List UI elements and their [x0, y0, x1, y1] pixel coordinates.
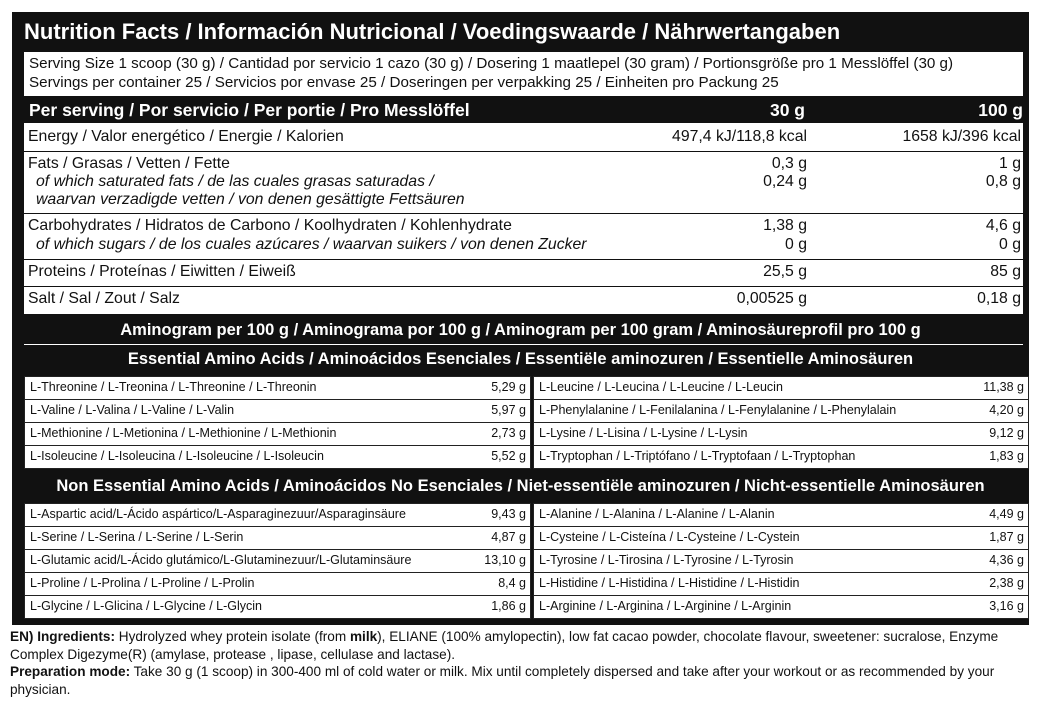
non-essential-amino-header: Non Essential Amino Acids / Aminoácidos No Esenciales / Niet-essentiële aminozuren / Nicht-essentielle Aminosäuren — [56, 477, 985, 495]
amino-value: 9,43 g — [491, 507, 526, 521]
salt-100g: 0,18 g — [977, 290, 1021, 307]
amino-name: L-Glycine / L-Glicina / L-Glycine / L-Glycin — [30, 599, 263, 613]
amino-cell — [533, 445, 1029, 469]
amino-value: 4,36 g — [989, 553, 1024, 567]
per-serving-col-100g: 100 g — [978, 100, 1023, 120]
amino-cell — [533, 526, 1029, 550]
energy-30g: 497,4 kJ/118,8 kcal — [672, 128, 807, 145]
saturated-label-line2: waarvan verzadigde vetten / von denen gesättigte Fettsäuren — [36, 191, 465, 208]
amino-cell — [533, 376, 1029, 400]
fats-100g: 1 g — [999, 155, 1021, 172]
amino-value: 1,87 g — [989, 530, 1024, 544]
fats-30g: 0,3 g — [771, 155, 807, 172]
amino-name: L-Aspartic acid/L-Ácido aspártico/L-Asparaginezuur/Asparaginsäure — [30, 507, 406, 521]
sugars-label: of which sugars / de los cuales azúcares / waarvan suikers / von denen Zucker — [36, 236, 587, 253]
amino-name: L-Tryptophan / L-Triptófano / L-Tryptofaan / L-Tryptophan — [539, 449, 856, 463]
proteins-30g: 25,5 g — [763, 263, 807, 280]
non-essential-amino-grid — [24, 503, 1029, 619]
amino-value: 8,4 g — [498, 576, 526, 590]
carbs-100g: 4,6 g — [985, 217, 1021, 234]
amino-cell — [24, 399, 531, 423]
amino-value: 5,97 g — [491, 403, 526, 417]
energy-100g: 1658 kJ/396 kcal — [902, 128, 1021, 145]
salt-label: Salt / Sal / Zout / Salz — [28, 290, 180, 307]
amino-cell — [533, 399, 1029, 423]
salt-30g: 0,00525 g — [736, 290, 807, 307]
amino-cell — [533, 595, 1029, 619]
saturated-100g: 0,8 g — [985, 173, 1021, 190]
proteins-label: Proteins / Proteínas / Eiwitten / Eiweiß — [28, 263, 296, 280]
per-serving-label: Per serving / Por servicio / Per portie / Pro Messlöffel — [29, 100, 470, 120]
sugars-30g: 0 g — [785, 236, 807, 253]
amino-value: 5,29 g — [491, 380, 526, 394]
ingredients-text-before: Hydrolyzed whey protein isolate (from — [114, 629, 350, 644]
preparation-paragraph — [10, 663, 1035, 698]
amino-value: 1,83 g — [989, 449, 1024, 463]
amino-name: L-Glutamic acid/L-Ácido glutámico/L-Glutaminezuur/L-Glutaminsäure — [30, 553, 412, 567]
sugars-100g: 0 g — [999, 236, 1021, 253]
preparation-label: Preparation mode: — [10, 664, 131, 679]
ingredients-text-after: ), ELIANE (100% amylopectin), low fat cacao powder, chocolate flavour, sweetener: sucralose, Enzyme Complex Digezyme(R) (amylase, protease , lipase, cellulase and lactase). — [10, 629, 999, 662]
product-notes — [10, 628, 1035, 698]
amino-name: L-Valine / L-Valina / L-Valine / L-Valin — [30, 403, 235, 417]
amino-name: L-Alanine / L-Alanina / L-Alanine / L-Alanin — [539, 507, 775, 521]
amino-name: L-Serine / L-Serina / L-Serine / L-Serin — [30, 530, 244, 544]
divider — [24, 259, 1023, 260]
amino-name: L-Isoleucine / L-Isoleucina / L-Isoleucine / L-Isoleucin — [30, 449, 324, 463]
amino-name: L-Tyrosine / L-Tirosina / L-Tyrosine / L-Tyrosin — [539, 553, 794, 567]
amino-cell — [24, 549, 531, 573]
amino-name: L-Lysine / L-Lisina / L-Lysine / L-Lysin — [539, 426, 748, 440]
amino-cell — [533, 422, 1029, 446]
serving-info-box — [24, 52, 1023, 96]
amino-name: L-Phenylalanine / L-Fenilalanina / L-Fenylalanine / L-Phenylalain — [539, 403, 897, 417]
serving-size: Serving Size 1 scoop (30 g) / Cantidad por servicio 1 cazo (30 g) / Dosering 1 maatlepel (30 gram) / Portionsgröße pro 1 Messlöffel (30 g) — [29, 55, 954, 72]
amino-value: 2,73 g — [491, 426, 526, 440]
amino-value: 3,16 g — [989, 599, 1024, 613]
amino-value: 9,12 g — [989, 426, 1024, 440]
amino-value: 2,38 g — [989, 576, 1024, 590]
amino-cell — [533, 572, 1029, 596]
amino-cell — [24, 572, 531, 596]
servings-per-container: Servings per container 25 / Servicios por envase 25 / Doseringen per verpakking 25 / Einheiten pro Packung 25 — [29, 74, 779, 91]
nutrients-box — [24, 123, 1023, 314]
fats-label: Fats / Grasas / Vetten / Fette — [28, 155, 230, 172]
saturated-label-line1: of which saturated fats / de las cuales grasas saturadas / — [36, 173, 434, 190]
amino-value: 13,10 g — [484, 553, 526, 567]
amino-value: 1,86 g — [491, 599, 526, 613]
ingredients-allergen: milk — [349, 629, 378, 644]
amino-value: 4,49 g — [989, 507, 1024, 521]
amino-value: 4,87 g — [491, 530, 526, 544]
amino-value: 5,52 g — [491, 449, 526, 463]
amino-value: 11,38 g — [983, 380, 1024, 394]
divider — [24, 286, 1023, 287]
ingredients-label: EN) Ingredients: — [10, 629, 115, 644]
amino-value: 4,20 g — [989, 403, 1024, 417]
amino-name: L-Proline / L-Prolina / L-Proline / L-Prolin — [30, 576, 255, 590]
amino-cell — [24, 503, 531, 527]
amino-cell — [24, 595, 531, 619]
carbs-30g: 1,38 g — [763, 217, 807, 234]
carbs-label: Carbohydrates / Hidratos de Carbono / Koolhydraten / Kohlenhydrate — [28, 217, 512, 234]
amino-name: L-Leucine / L-Leucina / L-Leucine / L-Leucin — [539, 380, 783, 394]
amino-name: L-Methionine / L-Metionina / L-Methionine / L-Methionin — [30, 426, 337, 440]
aminogram-header: Aminogram per 100 g / Aminograma por 100 g / Aminogram per 100 gram / Aminosäureprofil pro 100 g — [120, 321, 921, 339]
amino-cell — [24, 526, 531, 550]
preparation-text: Take 30 g (1 scoop) in 300-400 ml of cold water or milk. Mix until completely dispersed and take after your workout or as recommended by your physician. — [10, 664, 995, 697]
saturated-30g: 0,24 g — [763, 173, 807, 190]
essential-amino-grid — [24, 376, 1029, 469]
nutrition-facts-panel — [12, 12, 1029, 625]
per-serving-col-30g: 30 g — [769, 100, 805, 120]
ingredients-paragraph — [10, 628, 1035, 663]
proteins-100g: 85 g — [990, 263, 1021, 280]
amino-cell — [533, 503, 1029, 527]
amino-name: L-Cysteine / L-Cisteína / L-Cysteine / L-Cystein — [539, 530, 800, 544]
amino-cell — [24, 445, 531, 469]
amino-name: L-Threonine / L-Treonina / L-Threonine / L-Threonin — [30, 380, 317, 394]
energy-label: Energy / Valor energético / Energie / Kalorien — [28, 128, 344, 145]
amino-cell — [24, 376, 531, 400]
divider — [24, 213, 1023, 214]
essential-amino-header: Essential Amino Acids / Aminoácidos Esenciales / Essentiële aminozuren / Essentielle Aminosäuren — [127, 350, 914, 368]
divider — [24, 344, 1023, 345]
amino-cell — [533, 549, 1029, 573]
amino-name: L-Arginine / L-Arginina / L-Arginine / L-Arginin — [539, 599, 792, 613]
divider — [24, 151, 1023, 152]
amino-cell — [24, 422, 531, 446]
nutrition-title: Nutrition Facts / Información Nutricional / Voedingswaarde / Nährwertangaben — [24, 19, 841, 44]
amino-name: L-Histidine / L-Histidina / L-Histidine / L-Histidin — [539, 576, 800, 590]
